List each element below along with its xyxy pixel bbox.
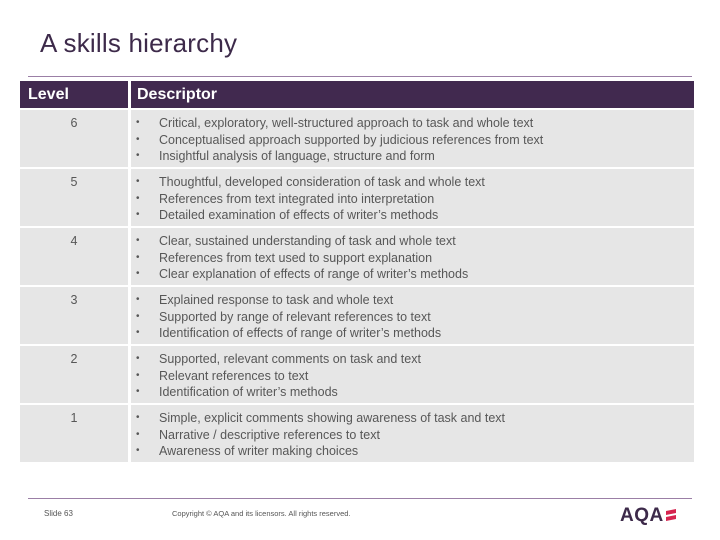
descriptor-text: Relevant references to text: [159, 368, 309, 383]
descriptor-list: [135, 410, 694, 460]
bullet-icon: •: [136, 310, 140, 322]
descriptor-text: Conceptualised approach supported by judicious references from text: [159, 132, 544, 147]
list-item: [135, 351, 694, 368]
list-item: [135, 174, 694, 191]
bullet-icon: •: [136, 268, 140, 280]
bullet-icon: •: [136, 192, 140, 204]
bullet-icon: •: [136, 445, 140, 457]
page-title: A skills hierarchy: [40, 28, 238, 58]
table-row: [20, 169, 694, 226]
header-level: Level: [20, 81, 128, 108]
table-header-row: [20, 81, 694, 108]
header-descriptor: Descriptor: [131, 81, 694, 108]
descriptor-cell: [131, 287, 694, 344]
descriptor-cell: [131, 169, 694, 226]
descriptor-text: Simple, explicit comments showing awareness of task and text: [159, 411, 505, 425]
descriptor-text: Thoughtful, developed consideration of task and whole text: [159, 175, 485, 189]
descriptor-text: Clear, sustained understanding of task and whole text: [159, 234, 456, 248]
copyright-notice: Copyright © AQA and its licensors. All rights reserved.: [172, 509, 351, 518]
descriptor-text: Supported by range of relevant references to text: [159, 309, 431, 324]
bullet-icon: •: [136, 176, 140, 187]
level-cell: 6: [20, 110, 128, 167]
descriptor-cell: [131, 405, 694, 462]
table-row: [20, 228, 694, 285]
descriptor-text: Identification of writer’s methods: [159, 385, 338, 400]
list-item: [135, 250, 694, 267]
bullet-icon: •: [136, 133, 140, 145]
descriptor-list: [135, 351, 694, 401]
bullet-icon: •: [136, 117, 140, 128]
bullet-icon: •: [136, 412, 140, 423]
bullet-icon: •: [136, 353, 140, 364]
level-cell: 4: [20, 228, 128, 285]
level-cell: 5: [20, 169, 128, 226]
list-item: [135, 368, 694, 385]
title-divider: [28, 76, 692, 77]
slide-number: Slide 63: [44, 509, 73, 518]
descriptor-text: Awareness of writer making choices: [159, 444, 359, 459]
bullet-icon: •: [136, 369, 140, 381]
bullet-icon: •: [136, 327, 140, 339]
descriptor-text: References from text integrated into interpretation: [159, 191, 435, 206]
list-item: [135, 427, 694, 444]
bullet-icon: •: [136, 428, 140, 440]
table-body: [20, 110, 694, 462]
list-item: [135, 148, 694, 165]
table-row: [20, 110, 694, 167]
logo-text: AQA: [620, 505, 664, 526]
list-item: [135, 443, 694, 460]
level-cell: 3: [20, 287, 128, 344]
bullet-icon: •: [136, 251, 140, 263]
bullet-icon: •: [136, 294, 140, 305]
descriptor-list: [135, 233, 694, 283]
list-item: [135, 325, 694, 342]
list-item: [135, 292, 694, 309]
bullet-icon: •: [136, 150, 140, 162]
bullet-icon: •: [136, 209, 140, 221]
list-item: [135, 132, 694, 149]
descriptor-cell: [131, 346, 694, 403]
level-cell: 2: [20, 346, 128, 403]
list-item: [135, 410, 694, 427]
list-item: [135, 207, 694, 224]
list-item: [135, 233, 694, 250]
aqa-logo: [620, 505, 678, 527]
descriptor-text: References from text used to support explanation: [159, 250, 433, 265]
footer-divider: [28, 498, 692, 499]
table-row: [20, 287, 694, 344]
descriptor-text: Identification of effects of range of writer’s methods: [159, 326, 442, 341]
descriptor-text: Critical, exploratory, well-structured approach to task and whole text: [159, 116, 534, 130]
list-item: [135, 309, 694, 326]
level-cell: 1: [20, 405, 128, 462]
descriptor-text: Clear explanation of effects of range of writer’s methods: [159, 267, 469, 282]
list-item: [135, 191, 694, 208]
descriptor-text: Detailed examination of effects of writer’s methods: [159, 208, 439, 223]
list-item: [135, 384, 694, 401]
bullet-icon: •: [136, 235, 140, 246]
descriptor-cell: [131, 110, 694, 167]
descriptor-text: Narrative / descriptive references to text: [159, 427, 380, 442]
bullet-icon: •: [136, 386, 140, 398]
descriptor-list: [135, 174, 694, 224]
list-item: [135, 266, 694, 283]
descriptor-list: [135, 292, 694, 342]
logo-mark-icon: [664, 508, 678, 524]
list-item: [135, 115, 694, 132]
descriptor-text: Insightful analysis of language, structure and form: [159, 149, 435, 164]
table-row: [20, 346, 694, 403]
descriptor-cell: [131, 228, 694, 285]
descriptor-text: Explained response to task and whole text: [159, 293, 394, 307]
table-row: [20, 405, 694, 462]
skills-table: [20, 79, 694, 464]
descriptor-list: [135, 115, 694, 165]
descriptor-text: Supported, relevant comments on task and text: [159, 352, 421, 366]
